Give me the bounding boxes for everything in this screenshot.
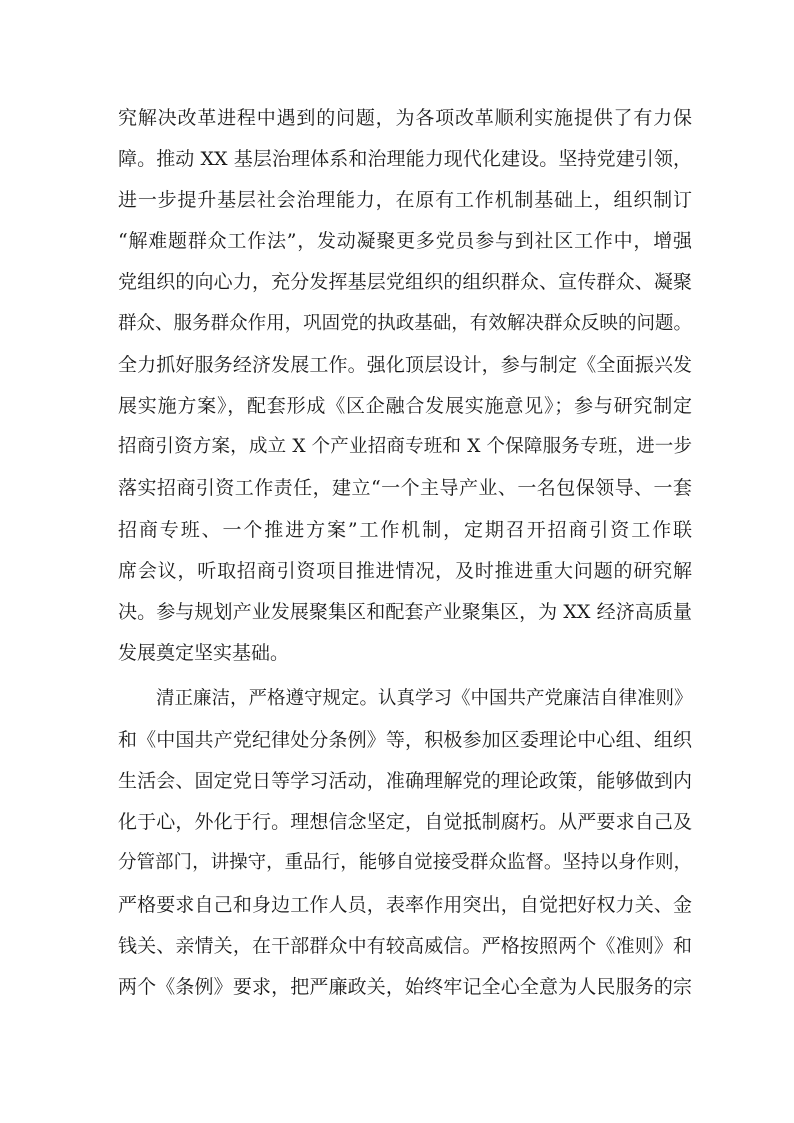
text-line: “解难题群众工作法”，发动凝聚更多党员参与到社区工作中，增强: [118, 230, 692, 252]
text-line: 障。推动 XX 基层治理体系和治理能力现代化建设。坚持党建引领，: [118, 148, 692, 170]
text-line: 党组织的向心力，充分发挥基层党组织的组织群众、宣传群众、凝聚: [118, 271, 692, 293]
text-line: 钱关、亲情关，在干部群众中有较高威信。严格按照两个《准则》和: [118, 935, 692, 957]
text-line: 招商专班、一个推进方案”工作机制，定期召开招商引资工作联: [118, 519, 692, 541]
text-line: 分管部门，讲操守，重品行，能够自觉接受群众监督。坚持以身作则，: [118, 852, 692, 873]
text-line: 化于心，外化于行。理想信念坚定，自觉抵制腐朽。从严要求自己及: [118, 811, 692, 833]
text-line: 清正廉洁，严格遵守规定。认真学习《中国共产党廉洁自律准则》: [156, 688, 693, 709]
text-line: 进一步提升基层社会治理能力，在原有工作机制基础上，组织制订: [118, 189, 692, 211]
text-line: 席会议，听取招商引资项目推进情况，及时推进重大问题的研究解: [118, 560, 692, 582]
text-line: 展实施方案》，配套形成《区企融合发展实施意见》；参与研究制定: [118, 395, 692, 417]
text-line: 群众、服务群众作用，巩固党的执政基础，有效解决群众反映的问题。: [118, 313, 692, 334]
text-line: 究解决改革进程中遇到的问题，为各项改革顺利实施提供了有力保: [118, 107, 692, 129]
text-line: 全力抓好服务经济发展工作。强化顶层设计，参与制定《全面振兴发: [118, 354, 692, 376]
text-line: 发展奠定坚实基础。: [118, 642, 290, 664]
text-line: 两个《条例》要求，把严廉政关，始终牢记全心全意为人民服务的宗: [118, 976, 692, 998]
text-line: 生活会、固定党日等学习活动，准确理解党的理论政策，能够做到内: [118, 770, 692, 792]
text-line: 招商引资方案，成立 X 个产业招商专班和 X 个保障服务专班，进一步: [118, 436, 692, 457]
text-line: 决。参与规划产业发展聚集区和配套产业聚集区，为 XX 经济高质量: [118, 601, 692, 623]
text-line: 和《中国共产党纪律处分条例》等，积极参加区委理论中心组、组织: [118, 729, 692, 751]
text-line: 严格要求自己和身边工作人员，表率作用突出，自觉把好权力关、金: [118, 894, 692, 916]
text-line: 落实招商引资工作责任，建立“一个主导产业、一名包保领导、一套: [118, 477, 692, 499]
